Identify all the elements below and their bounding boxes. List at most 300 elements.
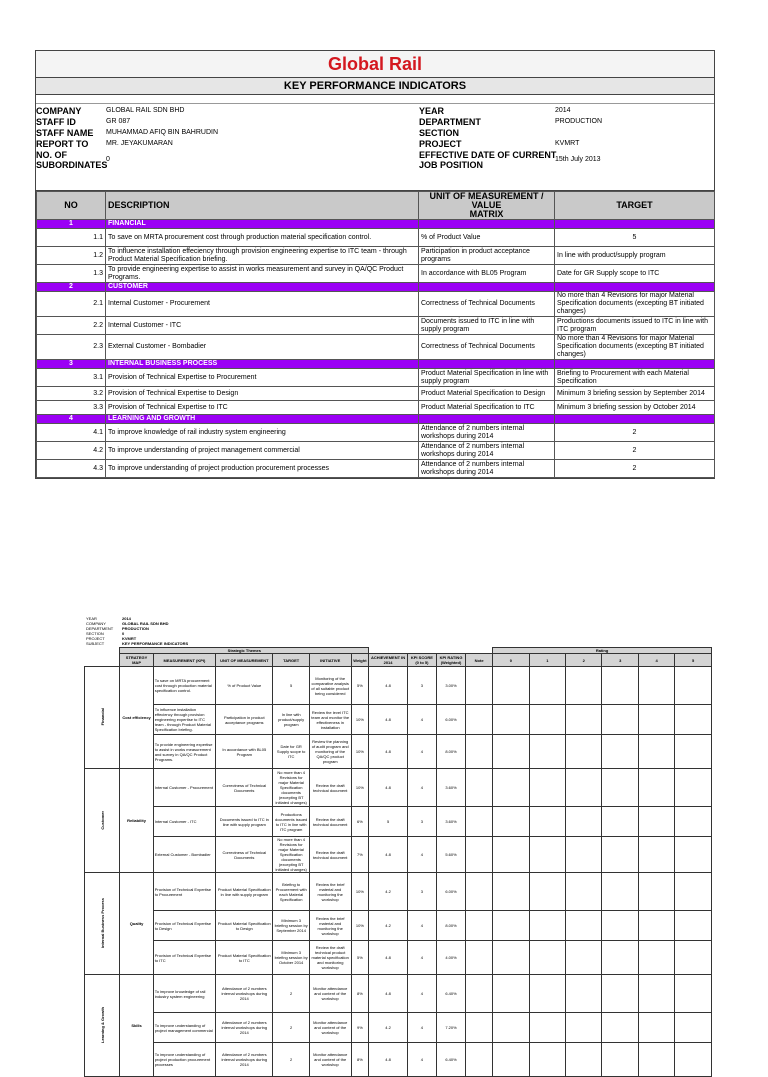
rating-cell [529,769,565,807]
staff-name-label: STAFF NAME [36,128,94,138]
kpi-target: 2 [273,975,309,1013]
report-to-label: REPORT TO [36,139,89,149]
kpi-number: 3.3 [37,401,106,415]
section-row [37,220,715,229]
meta-value: 0 [122,631,125,636]
rating-cell [675,769,712,807]
rating-cell [493,769,529,807]
kpi-achievement: 4.2 [369,873,408,911]
scorecard-header-cell: KPI SCORE (0 to 5) [407,654,436,667]
kpi-unit: % of Product Value [419,229,555,247]
kpi-measurement: Provision of Technical Expertise to ITC [153,941,215,975]
scorecard-header-cell: Weight [351,654,369,667]
report-to-value: MR. JEYAKUMARAN [106,140,173,147]
rating-cell [602,911,638,941]
section-fill [419,283,555,292]
rating-cell [493,807,529,837]
kpi-rating: 6.40% [436,1043,465,1077]
section-number: 2 [37,283,106,292]
kpi-initiative: Review the draft technical document [309,837,351,873]
kpi-target: Date for GR Supply scope to ITC [273,735,309,769]
kpi-initiative: Monitoring of the comparative analysis of all suitable product being considered [309,667,351,705]
kpi-measurement: Provision of Technical Expertise to Design [153,911,215,941]
kpi-target: In line with product/supply program [555,247,715,265]
kpi-rating: 8.00% [436,911,465,941]
kpi-achievement: 4.8 [369,667,408,705]
kpi-row [37,369,715,387]
scorecard-header-cell: KPI RATING (Weighted) [436,654,465,667]
kpi-unit: Participation in product acceptance programs [419,247,555,265]
kpi-unit: Attendance of 2 numbers internal workshops during 2014 [216,975,273,1013]
kpi-measurement: To improve knowledge of rail industry system engineering [153,975,215,1013]
section-label: SECTION [419,128,460,138]
kpi-unit: Attendance of 2 numbers internal workshops during 2014 [419,442,555,460]
kpi-score: 3 [407,873,436,911]
rating-cell [602,1013,638,1043]
kpi-score: 4 [407,911,436,941]
section-name: LEARNING AND GROWTH [106,415,419,424]
scorecard-row [85,807,712,837]
kpi-unit: Correctness of Technical Documents [419,292,555,317]
kpi-initiative: Review the planning of audit program and monitoring of the QA/QC product program [309,735,351,769]
kpi-unit: Documents issued to ITC in line with supply program [419,317,555,335]
scorecard-row [85,735,712,769]
kpi-description: Provision of Technical Expertise to ITC [106,401,419,415]
scorecard-row [85,873,712,911]
kpi-weight: 7% [351,837,369,873]
kpi-initiative: Review the draft technical product material specification and monitoring workshop [309,941,351,975]
strategy-map-cell: Quality [120,873,153,975]
scorecard-header-cell: UNIT OF MEASUREMENT [216,654,273,667]
rating-cell [566,807,602,837]
rating-cell [493,837,529,873]
kpi-initiative: Review the draft technical document [309,807,351,837]
perspective-cell [85,769,120,873]
kpi-achievement: 4.8 [369,735,408,769]
kpi-weight: 5% [351,941,369,975]
kpi-target: Minimum 3 briefing session by October 2014 [555,401,715,415]
rating-cell [493,911,529,941]
year-value: 2014 [555,107,571,114]
kpi-score: 3 [407,807,436,837]
kpi-unit: Attendance of 2 numbers internal workshops during 2014 [216,1013,273,1043]
rating-cell [493,1043,529,1077]
kpi-rating: 6.00% [436,705,465,735]
rating-cell [566,735,602,769]
kpi-unit: Product Material Specification to Design [216,911,273,941]
strategy-map-cell: Cost efficiency [120,667,153,769]
perspective-cell [85,975,120,1077]
rating-cell [529,975,565,1013]
rating-cell [675,667,712,705]
section-fill [555,415,715,424]
section-name: FINANCIAL [106,220,419,229]
rating-cell [638,735,674,769]
kpi-weight: 10% [351,769,369,807]
scorecard-row [85,837,712,873]
kpi-score: 4 [407,1043,436,1077]
rating-scale-cell: 1 [529,654,565,667]
kpi-number: 4.3 [37,460,106,478]
kpi-weight: 8% [351,1043,369,1077]
section-fill [419,415,555,424]
kpi-description: Internal Customer - Procurement [106,292,419,317]
rating-cell [602,975,638,1013]
kpi-target: 5 [555,229,715,247]
section-fill [555,283,715,292]
perspective-label: Financial [99,708,105,726]
kpi-description: Provision of Technical Expertise to Design [106,387,419,401]
kpi-score: 4 [407,1013,436,1043]
header-no: NO [37,192,106,220]
kpi-number: 3.2 [37,387,106,401]
rating-cell [493,873,529,911]
kpi-note [466,837,493,873]
kpi-achievement: 4.8 [369,769,408,807]
kpi-target: Minimum 3 briefing session by September 2014 [555,387,715,401]
kpi-score: 4 [407,975,436,1013]
kpi-initiative: Review the draft technical document [309,769,351,807]
rating-cell [638,911,674,941]
header-unit [419,192,555,220]
kpi-achievement: 4.8 [369,837,408,873]
kpi-weight: 10% [351,735,369,769]
kpi-target: Productions documents issued to ITC in line with ITC program [273,807,309,837]
kpi-score: 4 [407,941,436,975]
subordinates-label-1: NO. OF [36,150,67,160]
rating-cell [602,705,638,735]
rating-cell [529,667,565,705]
scorecard-header-cell: Note [466,654,493,667]
meta-key: DEPARTMENT [86,626,114,631]
rating-cell [566,975,602,1013]
scorecard-row [85,769,712,807]
meta-line [86,641,188,646]
kpi-note [466,873,493,911]
rating-scale-cell: 3 [602,654,638,667]
rating-cell [566,837,602,873]
kpi-rating: 7.20% [436,1013,465,1043]
rating-cell [602,667,638,705]
rating-cell [529,911,565,941]
perspective-label: Learning & Growth [99,1007,105,1043]
scorecard-header-cell: STRATEGY MAP [120,654,153,667]
kpi-row [37,265,715,283]
blank-cell [85,654,120,667]
page-title: Global Rail [36,51,714,78]
kpi-row [37,442,715,460]
strategy-map-cell: Skills [120,975,153,1077]
section-row [37,283,715,292]
kpi-achievement: 5 [369,807,408,837]
kpi-measurement: To improve understanding of project production procurement processes [153,1043,215,1077]
section-number: 1 [37,220,106,229]
rating-cell [529,837,565,873]
meta-value: PRODUCTION [122,626,149,631]
rating-cell [602,941,638,975]
kpi-description: To improve knowledge of rail industry system engineering [106,424,419,442]
kpi-note [466,667,493,705]
kpi-target: In line with product/supply program [273,705,309,735]
kpi-description: To improve understanding of project production procurement processes [106,460,419,478]
company-value: GLOBAL RAIL SDN BHD [106,107,185,114]
scorecard-header-cell: ACHIEVEMENT IN 2014 [369,654,408,667]
kpi-row [37,247,715,265]
kpi-unit: Correctness of Technical Documents [216,769,273,807]
rating-cell [638,667,674,705]
kpi-target: Briefing to Procurement with each Material Specification [555,369,715,387]
kpi-target: No more than 4 Revisions for major Material Specification documents (excepting BT initiated changes) [555,335,715,360]
kpi-achievement: 4.2 [369,911,408,941]
kpi-unit: Documents issued to ITC in line with supply program [216,807,273,837]
meta-key: COMPANY [86,621,106,626]
scorecard-row [85,705,712,735]
department-value: PRODUCTION [555,118,603,125]
section-fill [419,220,555,229]
rating-cell [675,873,712,911]
kpi-achievement: 4.8 [369,941,408,975]
kpi-row [37,229,715,247]
page-subtitle: KEY PERFORMANCE INDICATORS [36,78,714,95]
rating-scale-cell: 2 [566,654,602,667]
header-unit-line-1: UNIT OF MEASUREMENT / VALUE [429,191,544,210]
header-description: DESCRIPTION [106,192,419,220]
rating-cell [638,837,674,873]
kpi-target: Date for GR Supply scope to ITC [555,265,715,283]
kpi-weight: 9% [351,1013,369,1043]
kpi-description: To provide engineering expertise to assist in works measurement and survey in QA/QC Product Programs. [106,265,419,283]
rating-cell [675,735,712,769]
rating-cell [493,941,529,975]
rating-cell [638,1043,674,1077]
rating-cell [675,941,712,975]
kpi-note [466,705,493,735]
kpi-weight: 8% [351,975,369,1013]
rating-cell [566,941,602,975]
rating-header: Rating [493,648,712,654]
kpi-measurement: To save on MRTA procurement cost through production material specification control. [153,667,215,705]
spacer [36,95,714,104]
rating-cell [529,705,565,735]
kpi-target: No more than 4 Revisions for major Material Specification documents (excepting BT initiated changes) [273,769,309,807]
kpi-initiative: Review the brief material and monitoring the workshop [309,911,351,941]
kpi-measurement: To influence installation effeciency through provision engineering expertise to ITC team - through Product Material Specification briefing. [153,705,215,735]
kpi-measurement: To improve understanding of project management commercial [153,1013,215,1043]
kpi-unit: Participation in product acceptance programs [216,705,273,735]
kpi-rating: 3.60% [436,807,465,837]
strategic-themes-header: Strategic Themes [120,648,369,654]
kpi-row [37,335,715,360]
kpi-score: 4 [407,705,436,735]
kpi-note [466,1013,493,1043]
kpi-achievement: 4.2 [369,1013,408,1043]
kpi-unit: Product Material Specification to Design [419,387,555,401]
kpi-initiative: Review the brief material and monitoring the workshop [309,873,351,911]
scorecard-header-cell: INITIATIVE [309,654,351,667]
kpi-row [37,387,715,401]
rating-cell [529,1013,565,1043]
year-label: YEAR [419,106,445,116]
section-number: 3 [37,360,106,369]
rating-cell [566,705,602,735]
kpi-note [466,735,493,769]
kpi-number: 3.1 [37,369,106,387]
kpi-target: Productions documents issued to ITC in line with ITC program [555,317,715,335]
kpi-rating: 8.00% [436,735,465,769]
rating-cell [529,807,565,837]
kpi-row [37,292,715,317]
kpi-number: 1.2 [37,247,106,265]
kpi-weight: 10% [351,705,369,735]
kpi-unit: Product Material Specification to ITC [419,401,555,415]
rating-cell [529,941,565,975]
scorecard-meta [86,616,188,646]
rating-cell [675,911,712,941]
kpi-achievement: 4.8 [369,705,408,735]
rating-cell [638,941,674,975]
effective-date-label-2: JOB POSITION [419,160,484,170]
kpi-note [466,807,493,837]
scorecard-table [84,647,712,1077]
kpi-achievement: 4.8 [369,1043,408,1077]
kpi-target: Briefing to Procurement with each Material Specification [273,873,309,911]
kpi-description: To save on MRTA procurement cost through production material specification control. [106,229,419,247]
strategy-map-cell: Reliability [120,769,153,873]
scorecard-row [85,1013,712,1043]
kpi-description: To improve understanding of project management commercial [106,442,419,460]
kpi-unit: Product Material Specification in line with supply program [216,873,273,911]
kpi-rating: 5.60% [436,837,465,873]
kpi-initiative: Monitor attendance and content of the workshop [309,975,351,1013]
rating-cell [602,807,638,837]
kpi-initiative: Monitor attendance and content of the workshop [309,1043,351,1077]
project-value: KVMRT [555,140,580,147]
kpi-row [37,424,715,442]
rating-cell [675,837,712,873]
kpi-achievement: 4.8 [369,975,408,1013]
rating-cell [566,1013,602,1043]
section-name: CUSTOMER [106,283,419,292]
section-fill [419,360,555,369]
kpi-unit: Product Material Specification in line with supply program [419,369,555,387]
perspective-cell [85,873,120,975]
kpi-header-row [37,192,715,220]
scorecard-header-row-2 [85,654,712,667]
rating-cell [566,769,602,807]
rating-cell [602,735,638,769]
effective-date-label-1: EFFECTIVE DATE OF CURRENT [419,150,557,160]
scorecard-sheet [0,610,768,1067]
kpi-weight: 6% [351,807,369,837]
kpi-unit: Correctness of Technical Documents [419,335,555,360]
kpi-score: 4 [407,735,436,769]
rating-cell [566,911,602,941]
kpi-score: 4 [407,769,436,807]
kpi-weight: 5% [351,667,369,705]
meta-value: KVMRT [122,636,137,641]
kpi-number: 1.3 [37,265,106,283]
kpi-rating: 3.60% [436,769,465,807]
rating-cell [493,705,529,735]
kpi-row [37,401,715,415]
department-label: DEPARTMENT [419,117,481,127]
employee-info [36,104,714,191]
kpi-description: External Customer - Bombadier [106,335,419,360]
kpi-unit: Attendance of 2 numbers internal workshops during 2014 [419,460,555,478]
perspective-label: Internal Business Process [99,897,105,949]
kpi-unit: Attendance of 2 numbers internal workshops during 2014 [216,1043,273,1077]
rating-cell [602,769,638,807]
section-row [37,360,715,369]
kpi-unit: In accordance with BL05 Program [419,265,555,283]
rating-cell [638,873,674,911]
kpi-target: 2 [273,1013,309,1043]
kpi-rating: 4.00% [436,941,465,975]
rating-cell [566,667,602,705]
kpi-number: 2.3 [37,335,106,360]
kpi-target: No more than 4 Revisions for major Material Specification documents (excepting BT initiated changes) [273,837,309,873]
kpi-number: 2.2 [37,317,106,335]
kpi-initiative: Monitor attendance and content of the workshop [309,1013,351,1043]
meta-key: PROJECT [86,636,105,641]
kpi-row [37,317,715,335]
rating-cell [638,769,674,807]
section-fill [555,360,715,369]
rating-cell [566,873,602,911]
kpi-target: No more than 4 Revisions for major Material Specification documents (excepting BT initiated changes) [555,292,715,317]
meta-key: SUBJECT [86,641,105,646]
kpi-target: 2 [555,442,715,460]
rating-cell [638,807,674,837]
kpi-unit: In accordance with BL05 Program [216,735,273,769]
scorecard-header-cell: TARGET [273,654,309,667]
kpi-unit: Product Material Specification to ITC [216,941,273,975]
kpi-note [466,769,493,807]
kpi-unit: Attendance of 2 numbers internal workshops during 2014 [419,424,555,442]
rating-scale-cell: 5 [675,654,712,667]
kpi-weight: 10% [351,873,369,911]
meta-key: YEAR [86,616,97,621]
kpi-number: 4.2 [37,442,106,460]
section-row [37,415,715,424]
project-label: PROJECT [419,139,462,149]
kpi-score: 3 [407,667,436,705]
scorecard-row [85,941,712,975]
kpi-unit: Correctness of Technical Documents [216,837,273,873]
effective-date-value: 15th July 2013 [555,156,601,163]
header-target: TARGET [555,192,715,220]
kpi-target: Minimum 3 briefing session by October 2014 [273,941,309,975]
kpi-rating: 6.40% [436,975,465,1013]
kpi-number: 1.1 [37,229,106,247]
kpi-note [466,1043,493,1077]
kpi-description: Internal Customer - ITC [106,317,419,335]
rating-cell [493,975,529,1013]
rating-cell [493,667,529,705]
kpi-measurement: Internal Customer - ITC [153,807,215,837]
kpi-target: 2 [555,424,715,442]
perspective-label: Customer [99,810,105,830]
kpi-weight: 10% [351,911,369,941]
rating-cell [602,837,638,873]
kpi-rating: 6.00% [436,873,465,911]
rating-scale-cell: 4 [638,654,674,667]
kpi-measurement: Provision of Technical Expertise to Procurement [153,873,215,911]
rating-cell [493,735,529,769]
scorecard-header-cell: MEASUREMENT (KPI) [153,654,215,667]
kpi-note [466,975,493,1013]
staff-name-value: MUHAMMAD AFIQ BIN BAHRUDIN [106,129,219,136]
